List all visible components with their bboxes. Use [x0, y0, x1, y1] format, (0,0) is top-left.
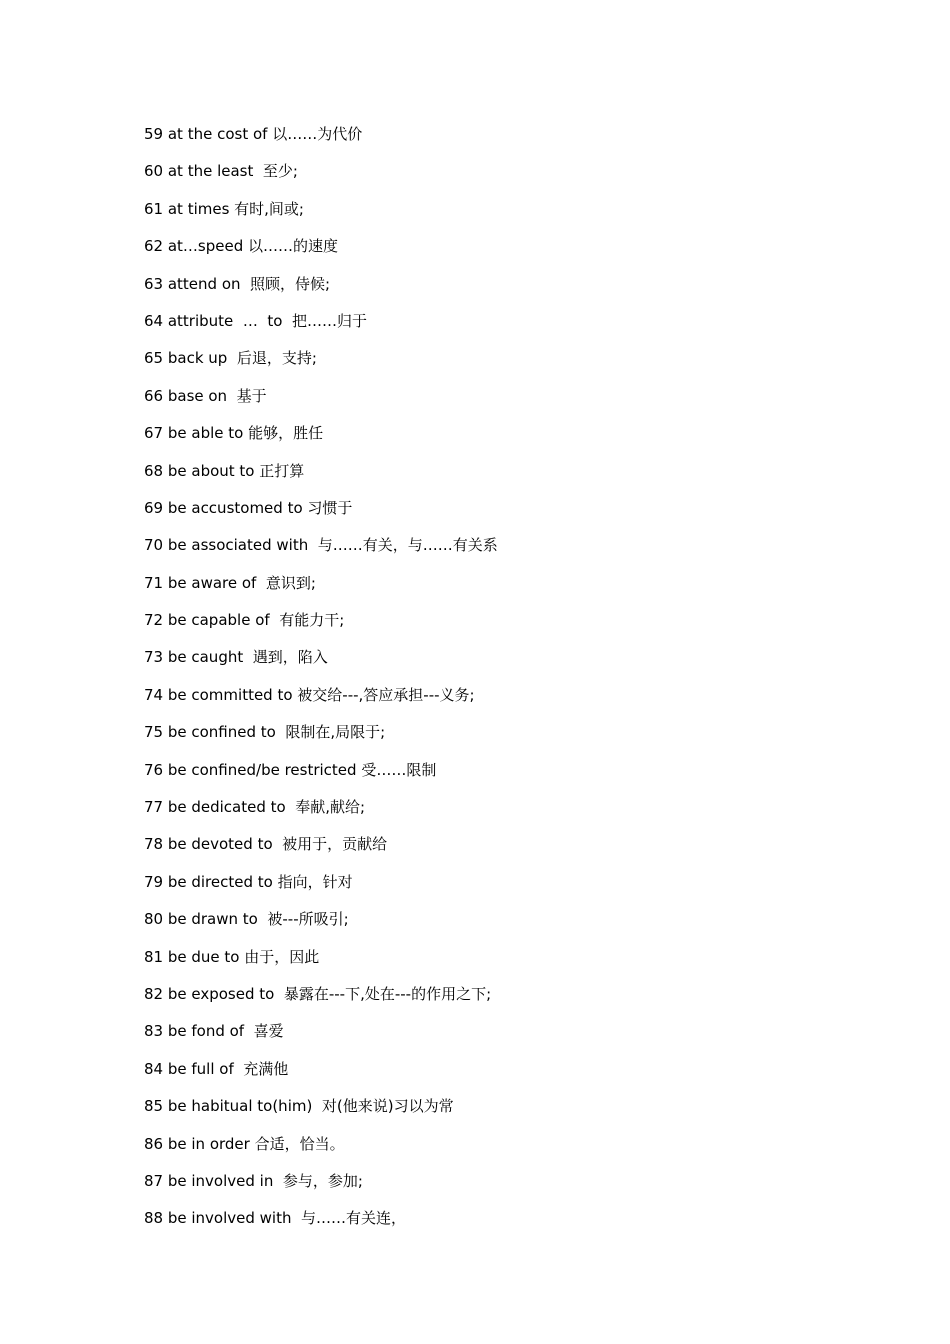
- phrase-entry: 88 be involved with 与……有关连，: [144, 1209, 407, 1228]
- phrase-entry: 75 be confined to 限制在,局限于;: [144, 723, 386, 742]
- phrase-entry: 60 at the least 至少;: [144, 162, 298, 181]
- phrase-entry: 83 be fond of 喜爱: [144, 1022, 284, 1041]
- phrase-list: [144, 121, 498, 1243]
- phrase-entry: 80 be drawn to 被---所吸引;: [144, 910, 349, 929]
- phrase-entry: 84 be full of 充满他: [144, 1059, 289, 1078]
- phrase-entry: 63 attend on 照顾，侍候;: [144, 274, 331, 293]
- phrase-entry: 71 be aware of 意识到;: [144, 573, 316, 592]
- phrase-entry: 77 be dedicated to 奉献,献给;: [144, 798, 366, 817]
- phrase-entry: 70 be associated with 与……有关，与……有关系: [144, 536, 498, 555]
- phrase-entry: 73 be caught 遇到，陷入: [144, 648, 328, 667]
- phrase-entry: 69 be accustomed to 习惯于: [144, 498, 353, 517]
- phrase-entry: 62 at…speed 以……的速度: [144, 237, 339, 256]
- phrase-entry: 67 be able to 能够，胜任: [144, 424, 324, 443]
- phrase-entry: 87 be involved in 参与，参加;: [144, 1171, 363, 1190]
- phrase-entry: 61 at times 有时,间或;: [144, 199, 304, 218]
- phrase-entry: 81 be due to 由于，因此: [144, 947, 320, 966]
- phrase-entry: 64 attribute … to 把……归于: [144, 311, 367, 330]
- phrase-entry: 79 be directed to 指向，针对: [144, 872, 353, 891]
- phrase-entry: 76 be confined/be restricted 受……限制: [144, 760, 437, 779]
- phrase-entry: 78 be devoted to 被用于，贡献给: [144, 835, 388, 854]
- phrase-entry: 85 be habitual to(him) 对(他来说)习以为常: [144, 1097, 454, 1116]
- phrase-entry: 65 back up 后退，支持;: [144, 349, 317, 368]
- phrase-entry: 66 base on 基于: [144, 386, 267, 405]
- phrase-entry: 86 be in order 合适，恰当。: [144, 1134, 345, 1153]
- phrase-entry: 72 be capable of 有能力干;: [144, 611, 345, 630]
- phrase-entry: 59 at the cost of 以……为代价: [144, 125, 363, 143]
- phrase-entry: 82 be exposed to 暴露在---下,处在---的作用之下;: [144, 984, 492, 1003]
- phrase-entry: 68 be about to 正打算: [144, 461, 305, 480]
- phrase-entry: 74 be committed to 被交给---,答应承担---义务;: [144, 685, 475, 704]
